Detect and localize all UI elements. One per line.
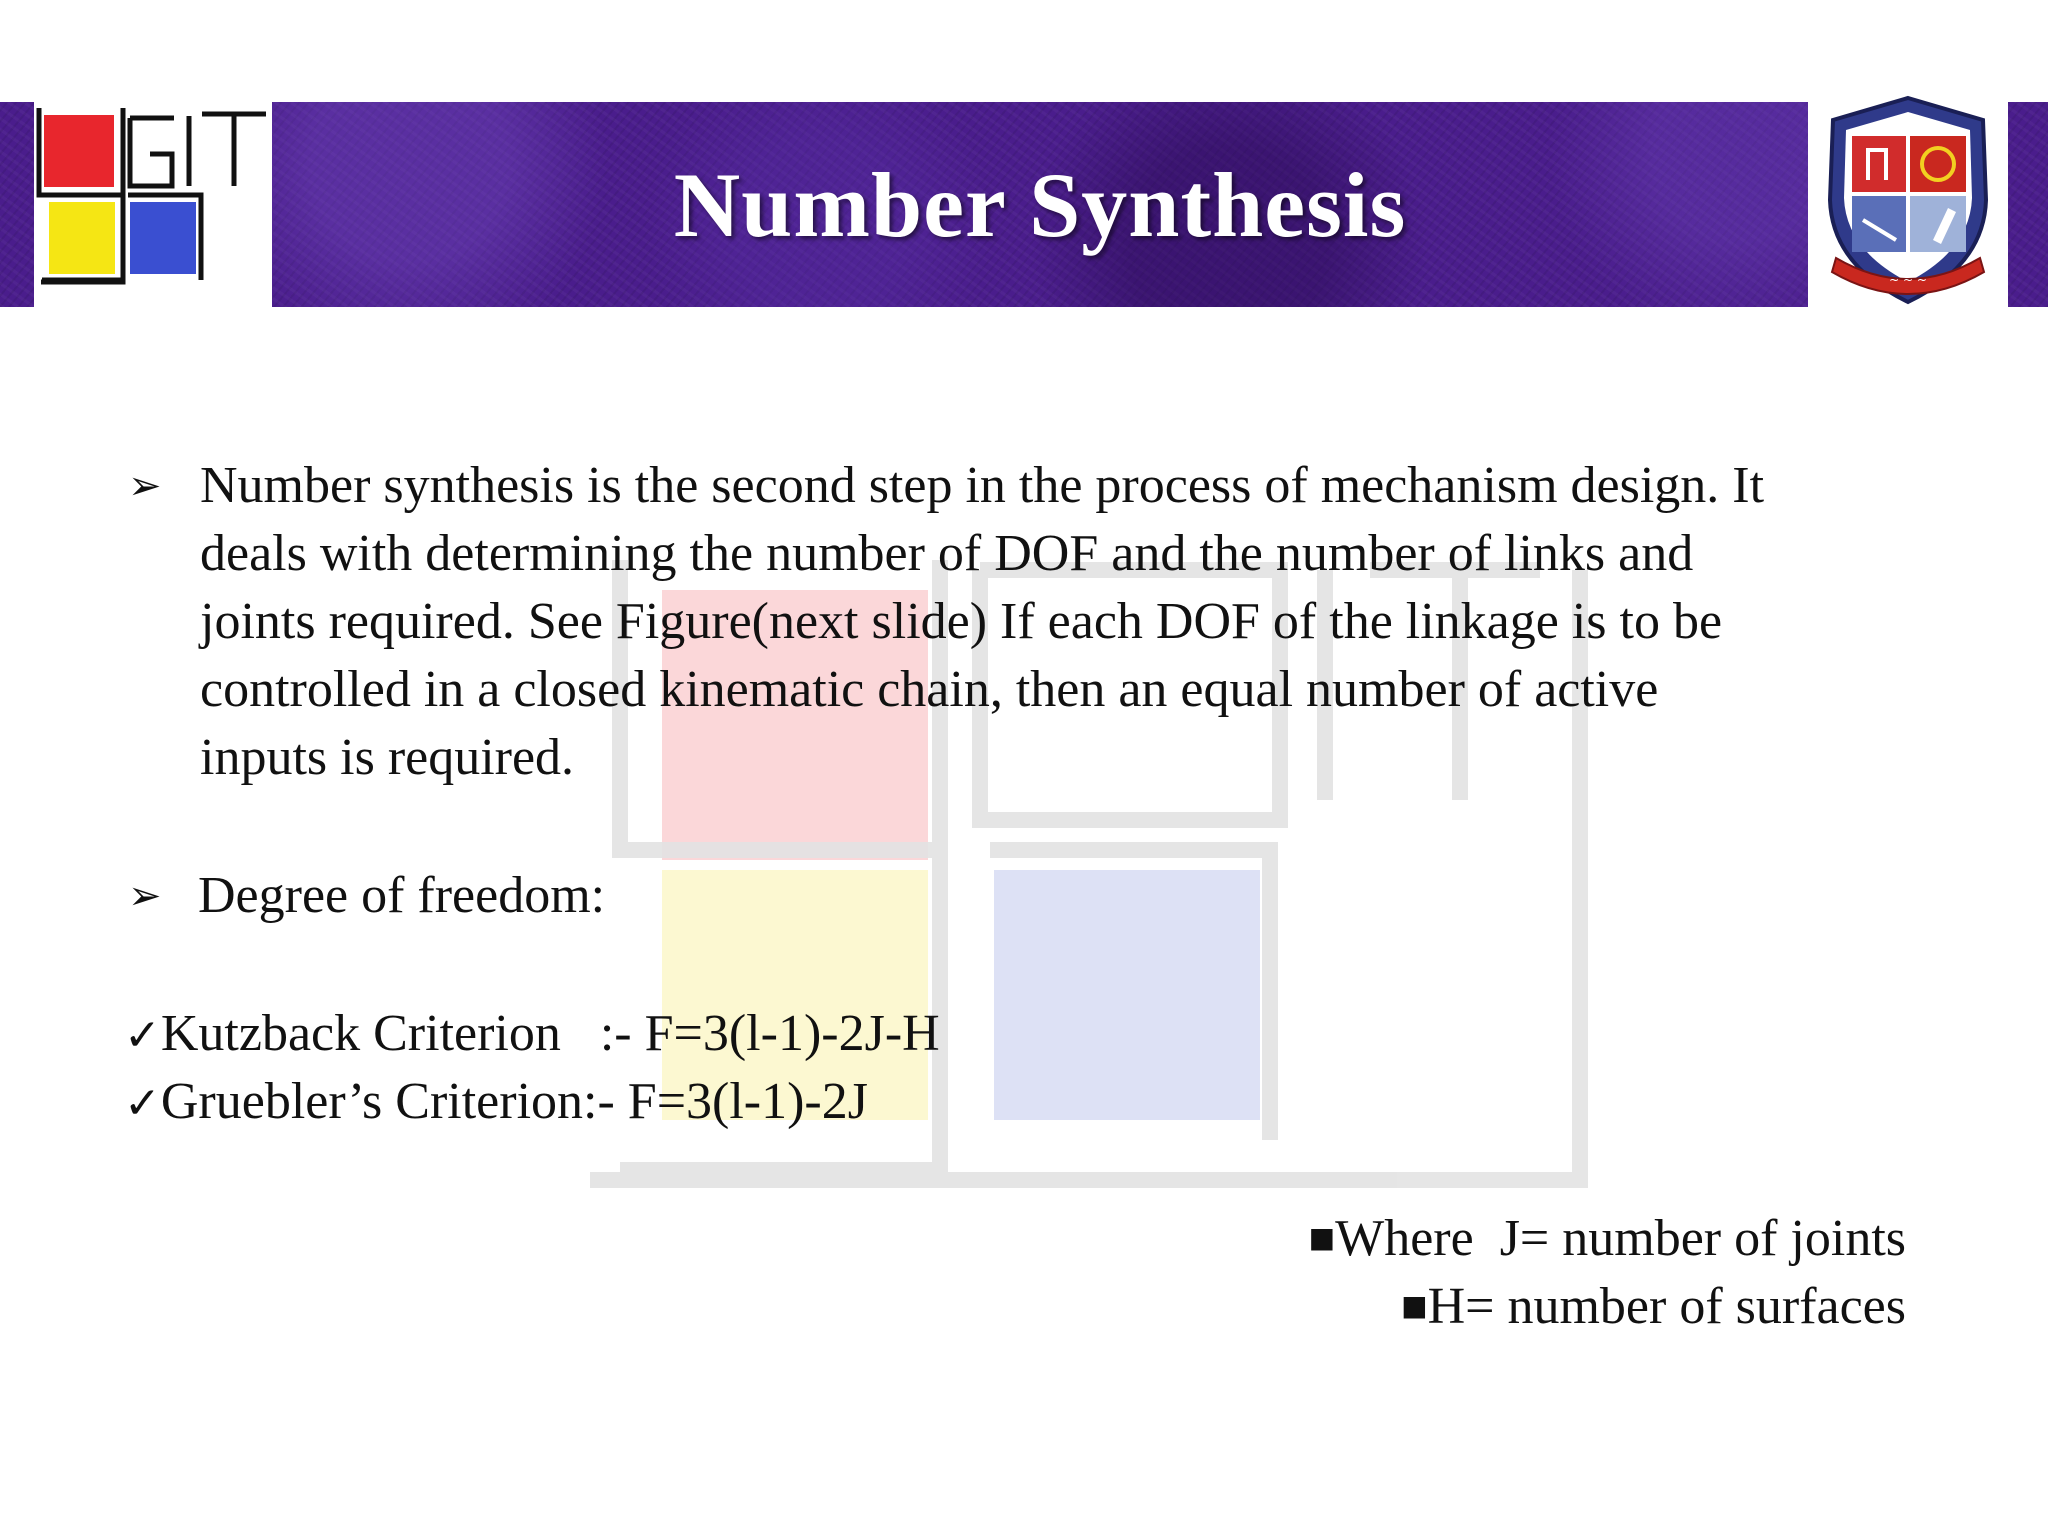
svg-text:~ ~ ~: ~ ~ ~ [1889, 273, 1927, 287]
checkmark-icon: ✓ [124, 1078, 161, 1129]
definition-surfaces [1401, 1272, 1906, 1341]
git-logo-icon [34, 102, 272, 307]
git-logo [34, 102, 272, 307]
paragraph-line: joints required. See Figure(next slide) If each DOF of the linkage is to be [200, 593, 1723, 650]
university-emblem-icon [1808, 90, 2008, 310]
square-bullet-icon: ■ [1308, 1221, 1336, 1254]
dof-heading: Degree of freedom: [198, 867, 606, 924]
paragraph-line: deals with determining the number of DOF and the number of links and [200, 525, 1694, 582]
definition-text: H= number of surfaces [1427, 1278, 1906, 1335]
university-emblem [1808, 90, 2008, 310]
arrow-bullet-icon: ➢ [128, 463, 162, 509]
square-bullet-icon: ■ [1401, 1289, 1428, 1322]
definition-text: Where J= number of joints [1335, 1210, 1906, 1267]
checkmark-icon: ✓ [124, 1010, 161, 1061]
definition-joints [1309, 1204, 1906, 1273]
criterion-gruebler [124, 1068, 868, 1138]
criterion-kutzback [124, 1000, 940, 1070]
criterion-text: Gruebler’s Criterion:- F=3(l-1)-2J [160, 1073, 868, 1130]
paragraph-line: controlled in a closed kinematic chain, then an equal number of active [200, 661, 1659, 718]
criterion-text: Kutzback Criterion :- F=3(l-1)-2J-H [160, 1005, 940, 1062]
arrow-bullet-icon: ➢ [128, 873, 162, 919]
paragraph-line: Number synthesis is the second step in the process of mechanism design. It [200, 457, 1765, 514]
paragraph-text [200, 452, 2040, 792]
page-title: Number Synthesis [673, 153, 1407, 256]
paragraph-line: inputs is required. [200, 729, 575, 786]
